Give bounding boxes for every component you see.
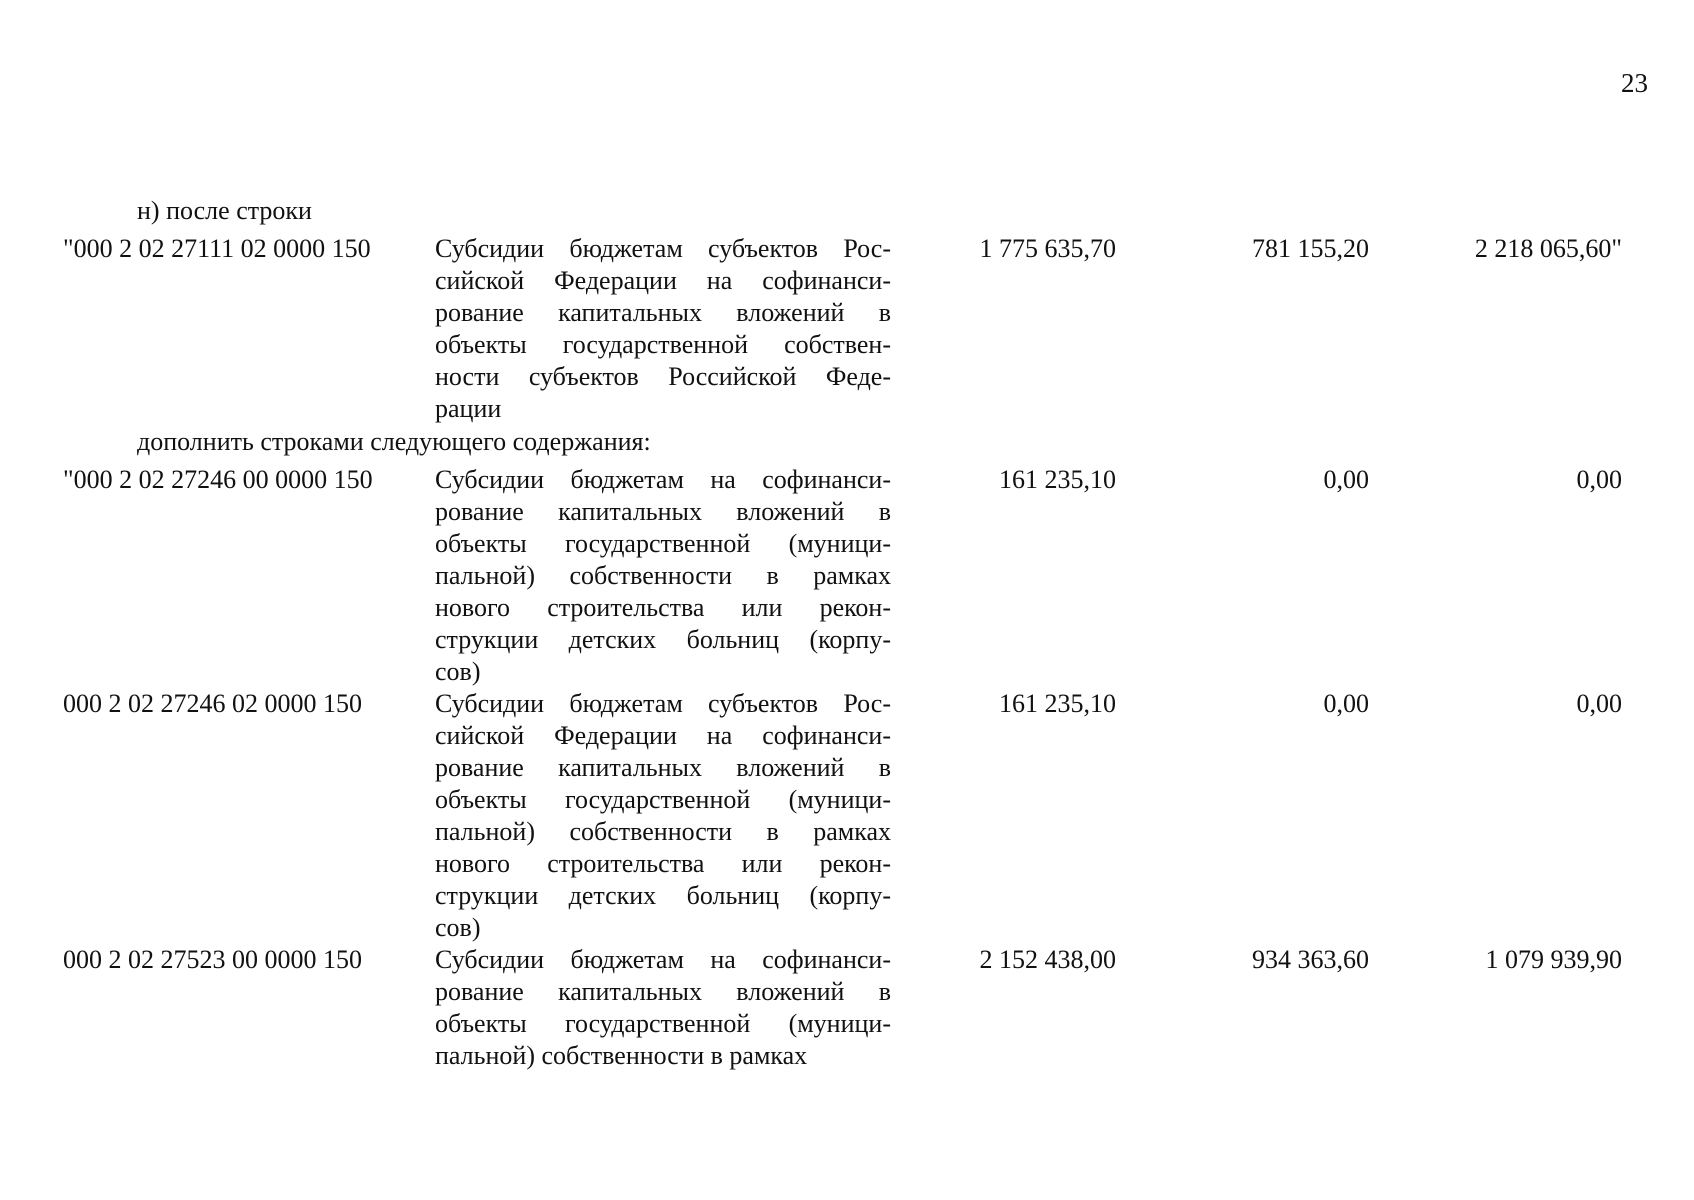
description-line: струкции детских больниц (корпу- (435, 625, 891, 654)
description-line: пальной) собственности в рамках (435, 817, 891, 846)
description-line: рование капитальных вложений в (435, 497, 891, 526)
description-line: Субсидии бюджетам субъектов Рос- (435, 689, 891, 718)
description-line: нового строительства или рекон- (435, 593, 891, 622)
amount-3: 2 218 065,60" (1474, 234, 1622, 263)
intro-add-line: дополнить строками следующего содержания: (137, 427, 651, 456)
amount-2: 781 155,20 (1252, 234, 1369, 263)
description-line: рование капитальных вложений в (435, 977, 891, 1006)
description-line: сийской Федерации на софинанси- (435, 266, 891, 295)
page-number: 23 (1621, 68, 1648, 98)
amount-2: 0,00 (1323, 465, 1369, 494)
description-line: рование капитальных вложений в (435, 298, 891, 327)
description-line: сов) (435, 657, 481, 686)
amount-2: 934 363,60 (1252, 945, 1369, 974)
amount-3: 1 079 939,90 (1485, 945, 1622, 974)
description-line: Субсидии бюджетам на софинанси- (435, 465, 891, 494)
budget-code: 000 2 02 27523 00 0000 150 (63, 945, 362, 974)
amount-1: 1 775 635,70 (979, 234, 1116, 263)
description-line: ности субъектов Российской Феде- (435, 362, 891, 391)
description-line: Субсидии бюджетам на софинанси- (435, 945, 891, 974)
description-line: объекты государственной собствен- (435, 330, 891, 359)
amount-3: 0,00 (1576, 465, 1622, 494)
budget-code: "000 2 02 27111 02 0000 150 (63, 234, 371, 263)
budget-description (435, 944, 891, 1072)
description-line: объекты государственной (муници- (435, 785, 891, 814)
description-line: Субсидии бюджетам субъектов Рос- (435, 234, 891, 263)
description-line: рации (435, 394, 502, 423)
budget-description (435, 233, 891, 425)
description-line: сов) (435, 913, 481, 942)
description-line: объекты государственной (муници- (435, 529, 891, 558)
amount-2: 0,00 (1323, 689, 1369, 718)
description-line: нового строительства или рекон- (435, 849, 891, 878)
amount-3: 0,00 (1576, 689, 1622, 718)
budget-code: 000 2 02 27246 02 0000 150 (63, 689, 362, 718)
amount-1: 161 235,10 (999, 689, 1116, 718)
description-line: пальной) собственности в рамках (435, 561, 891, 590)
description-line: струкции детских больниц (корпу- (435, 881, 891, 910)
intro-after-line: н) после строки (137, 196, 312, 225)
budget-code: "000 2 02 27246 00 0000 150 (63, 465, 373, 494)
description-line: сийской Федерации на софинанси- (435, 721, 891, 750)
description-line: пальной) собственности в рамках (435, 1041, 808, 1070)
budget-description (435, 464, 891, 688)
description-line: объекты государственной (муници- (435, 1009, 891, 1038)
amount-1: 2 152 438,00 (979, 945, 1116, 974)
amount-1: 161 235,10 (999, 465, 1116, 494)
description-line: рование капитальных вложений в (435, 753, 891, 782)
budget-description (435, 688, 891, 944)
